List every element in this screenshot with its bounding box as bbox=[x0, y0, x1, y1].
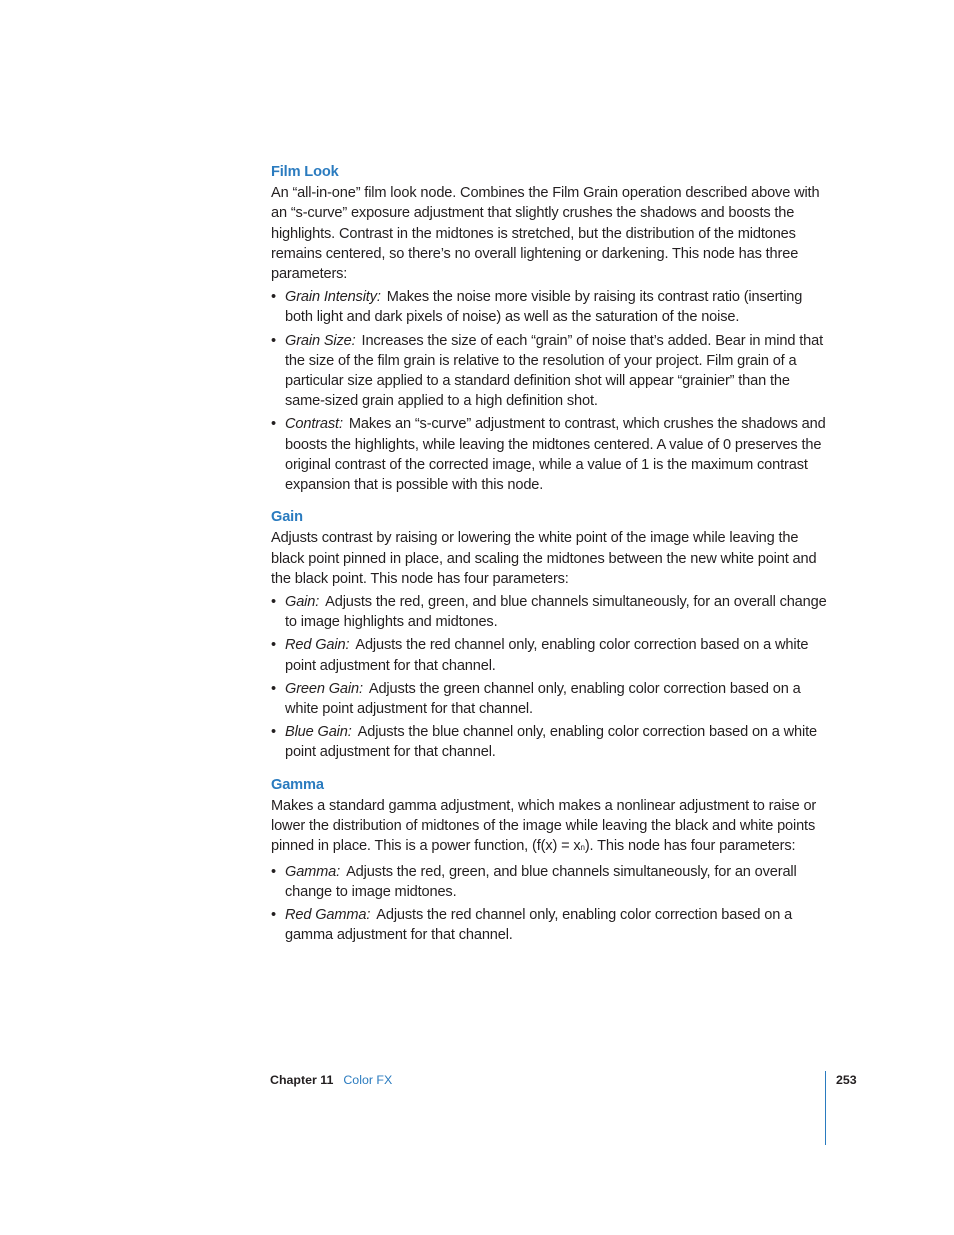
bullet-icon: • bbox=[271, 863, 276, 880]
list-item bbox=[271, 905, 827, 945]
page-footer bbox=[270, 1072, 392, 1088]
parameter-name: Blue Gain: bbox=[285, 724, 352, 741]
bullet-icon: • bbox=[271, 724, 276, 741]
parameter-name: Green Gain: bbox=[285, 680, 363, 697]
parameter-description: Makes the noise more visible by raising its contrast ratio (inserting both light and dark pixels of noise) as well as the saturation of the noise. bbox=[285, 289, 803, 326]
list-item bbox=[271, 722, 827, 762]
parameter-description: Adjusts the green channel only, enabling color correction based on a white point adjustment for that channel. bbox=[285, 680, 801, 718]
section-intro: An “all-in-one” film look node. Combines the Film Grain operation described above with an “s-curve” exposure adjustment that slightly crushes the shadows and boosts the highlights. Contrast in the midtones is stretched, but the distribution of the midtones remains centered, so there’s no overall lightening or darkening. This node has three parameters: bbox=[271, 185, 820, 283]
bullet-icon: • bbox=[271, 416, 276, 433]
parameter-description: Adjusts the red, green, and blue channels simultaneously, for an overall change to image midtones. bbox=[285, 863, 797, 900]
list-item bbox=[271, 414, 827, 495]
parameter-description: Makes an “s-curve” adjustment to contrast, which crushes the shadows and boosts the highlights, while leaving the midtones centered. A value of 0 preserves the original contrast of the corrected image, while a value of 1 is the maximum contrast expansion that is possible with this node. bbox=[285, 416, 826, 494]
page-content bbox=[271, 162, 827, 957]
list-item bbox=[271, 679, 827, 719]
bullet-icon: • bbox=[271, 637, 276, 654]
footer-divider bbox=[825, 1071, 826, 1145]
list-item bbox=[271, 635, 827, 675]
list-item bbox=[271, 287, 827, 327]
section-intro: Adjusts contrast by raising or lowering the white point of the image while leaving the black point pinned in place, and scaling the midtones between the new white point and the black point. This node has four parameters: bbox=[271, 530, 817, 587]
exponent: n bbox=[580, 843, 585, 853]
bullet-icon: • bbox=[271, 594, 276, 611]
section-film-look bbox=[271, 162, 827, 495]
bullet-icon: • bbox=[271, 906, 276, 923]
parameter-name: Grain Size: bbox=[285, 332, 356, 349]
parameter-description: Adjusts the red channel only, enabling color correction based on a white point adjustment for that channel. bbox=[285, 637, 809, 674]
section-heading: Gain bbox=[271, 509, 303, 526]
list-item bbox=[271, 862, 827, 902]
section-heading: Film Look bbox=[271, 164, 339, 180]
intro-text: Makes a standard gamma adjustment, which makes a nonlinear adjustment to raise or lower the distribution of midtones of the image while leaving the black and white points pinned in place. This is a power function, (f(x) = x bbox=[271, 797, 817, 855]
chapter-title: Color FX bbox=[343, 1073, 393, 1087]
parameter-name: Red Gain: bbox=[285, 637, 350, 654]
parameter-name: Grain Intensity: bbox=[285, 289, 381, 306]
bullet-icon: • bbox=[271, 332, 276, 349]
parameter-name: Contrast: bbox=[285, 416, 343, 433]
section-intro bbox=[271, 796, 827, 859]
section-gamma bbox=[271, 775, 827, 946]
bullet-icon: • bbox=[271, 289, 276, 306]
parameter-name: Gain: bbox=[285, 594, 320, 611]
page-number: 253 bbox=[836, 1073, 857, 1087]
parameter-list bbox=[271, 862, 827, 946]
intro-text-end: ). This node has four parameters: bbox=[584, 838, 796, 855]
parameter-list bbox=[271, 287, 827, 495]
chapter-label: Chapter 11 bbox=[270, 1073, 334, 1087]
parameter-description: Increases the size of each “grain” of noise that’s added. Bear in mind that the size of the film grain is relative to the resolution of your project. Film grain of a particular size applied to a standard definition shot will appear “grainier” than the same-sized grain applied to a high definition shot. bbox=[285, 332, 823, 410]
parameter-description: Adjusts the red, green, and blue channels simultaneously, for an overall change to image highlights and midtones. bbox=[285, 594, 827, 631]
section-heading: Gamma bbox=[271, 776, 324, 793]
parameter-description: Adjusts the red channel only, enabling color correction based on a gamma adjustment for that channel. bbox=[285, 906, 793, 944]
list-item bbox=[271, 331, 827, 412]
section-gain bbox=[271, 507, 827, 762]
parameter-name: Red Gamma: bbox=[285, 906, 371, 923]
bullet-icon: • bbox=[271, 680, 276, 697]
list-item bbox=[271, 592, 827, 632]
parameter-name: Gamma: bbox=[285, 863, 341, 880]
parameter-description: Adjusts the blue channel only, enabling color correction based on a white point adjustment for that channel. bbox=[285, 724, 817, 761]
parameter-list bbox=[271, 592, 827, 763]
